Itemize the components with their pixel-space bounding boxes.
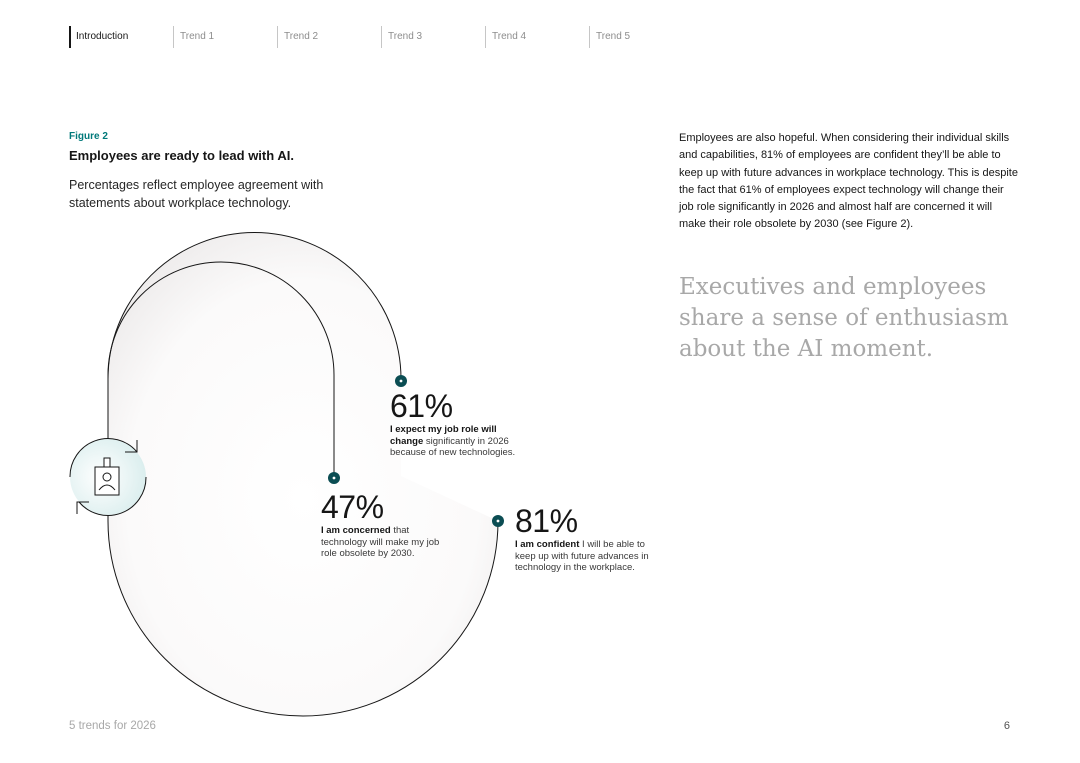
stat-81-desc: I am confident I will be able to keep up with future advances in technology in the workplace. bbox=[515, 539, 649, 573]
dot-61-percent bbox=[395, 375, 407, 387]
stat-61-desc: I expect my job role will change significantly in 2026 because of new technologies. bbox=[390, 424, 516, 458]
nav-tab-introduction[interactable]: Introduction bbox=[69, 26, 174, 48]
nav-tab-trend-5[interactable]: Trend 5 bbox=[589, 26, 694, 48]
figure-subtitle: Percentages reflect employee agreement with statements about workplace technology. bbox=[69, 178, 324, 210]
stat-81 bbox=[515, 505, 655, 574]
stat-47-value: 47% bbox=[321, 489, 384, 525]
stat-61 bbox=[390, 390, 520, 459]
footer-title: 5 trends for 2026 bbox=[69, 720, 156, 732]
stat-47-desc: I am concerned that technology will make my job role obsolete by 2030. bbox=[321, 525, 440, 559]
body-paragraph: Employees are also hopeful. When considering their individual skills and capabilities, 81% of employees are confident they’ll be able to keep up with future advances in workplace technology. This is despite the fact that 61% of employees expect technology will change their job role significantly in 2026 and almost half are concerned it will make their role obsolete by 2030 (see Figure 2). bbox=[679, 132, 1018, 231]
pull-quote: Executives and employees share a sense of enthusiasm about the AI moment. bbox=[679, 274, 1009, 362]
stat-61-value: 61% bbox=[390, 388, 453, 424]
figure-label: Figure 2 bbox=[69, 131, 108, 142]
nav-tab-trend-4[interactable]: Trend 4 bbox=[485, 26, 590, 48]
dot-47-percent bbox=[328, 472, 340, 484]
figure-background-shape bbox=[108, 233, 498, 716]
nav-tab-trend-3[interactable]: Trend 3 bbox=[381, 26, 486, 48]
page-number: 6 bbox=[1003, 720, 1010, 732]
employee-badge-icon bbox=[70, 439, 146, 516]
dot-81-percent bbox=[492, 515, 504, 527]
stat-47 bbox=[321, 491, 451, 560]
stat-81-value: 81% bbox=[515, 503, 578, 539]
figure-title: Employees are ready to lead with AI. bbox=[69, 148, 294, 163]
nav-tab-trend-2[interactable]: Trend 2 bbox=[277, 26, 382, 48]
nav-tab-trend-1[interactable]: Trend 1 bbox=[173, 26, 278, 48]
